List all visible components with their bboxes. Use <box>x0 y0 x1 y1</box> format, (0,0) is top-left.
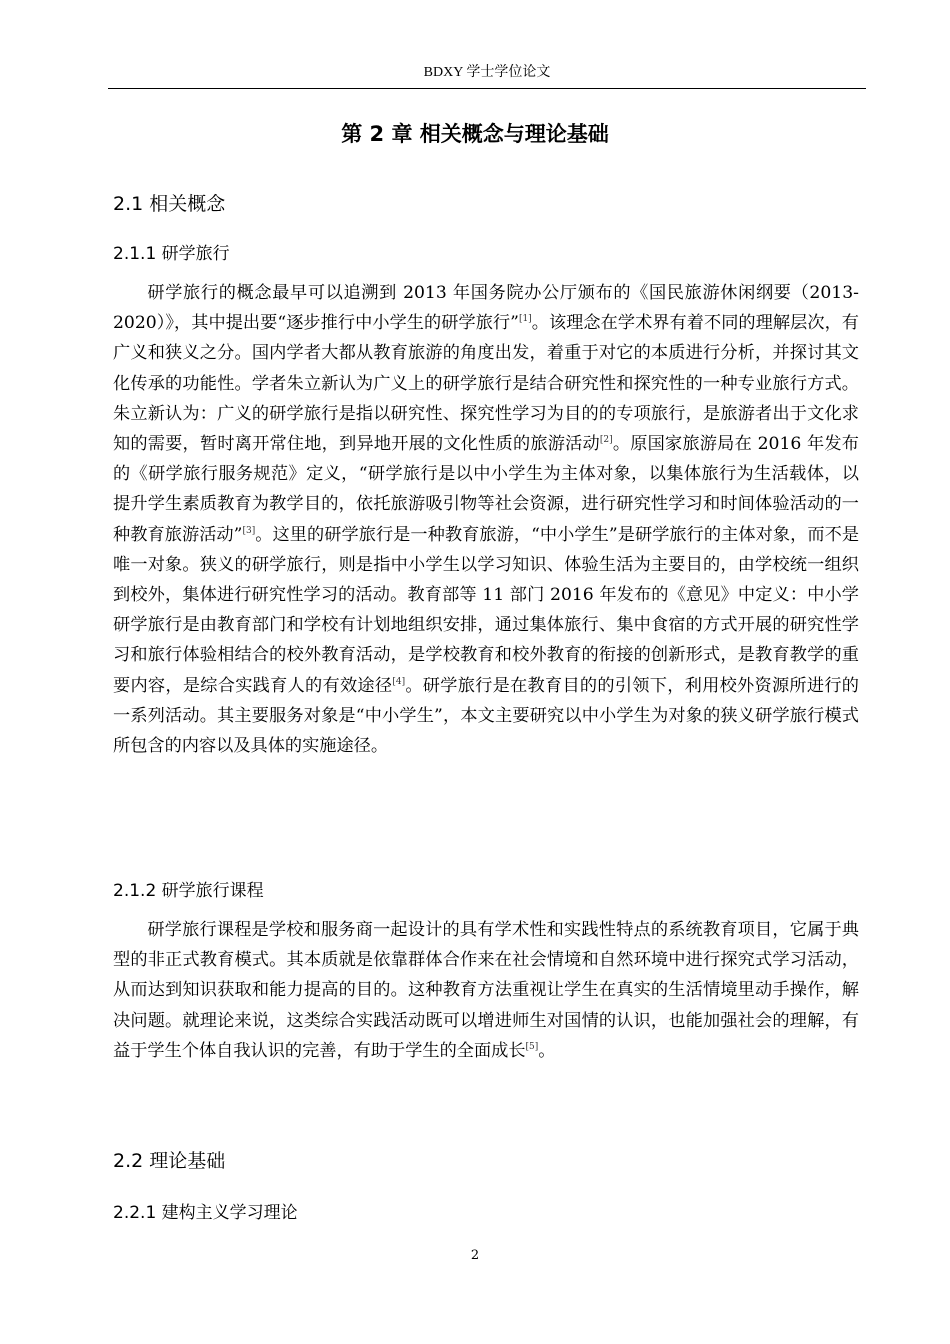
page-number: 2 <box>470 1248 480 1263</box>
subsection-heading-2-1-2: 2.1.2 研学旅行课程 <box>113 881 264 901</box>
paragraph-2-1-1: 研学旅行的概念最早可以追溯到 2013 年国务院办公厅颁布的《国民旅游休闲纲要（2013-2020）》，其中提出要“逐步推行中小学生的研学旅行”[1]。该理念在学术界有着不同的理解层次，有广义和狭义之分。国内学者大都从教育旅游的角度出发，着重于对它的本质进行分析，并探讨其文化传承的功能性。学者朱立新认为广义上的研学旅行是结合研究性和探究性的一种专业旅行方式。朱立新认为：广义的研学旅行是指以研究性、探究性学习为目的的专项旅行，是旅游者出于文化求知的需要，暂时离开常住地，到异地开展的文化性质的旅游活动[2]。原国家旅游局在 2016 年发布的《研学旅行服务规范》定义，“研学旅行是以中小学生为主体对象，以集体旅行为生活载体，以提升学生素质教育为教学目的，依托旅游吸引物等社会资源，进行研究性学习和时间体验活动的一种教育旅游活动”[3]。这里的研学旅行是一种教育旅游，“中小学生”是研学旅行的主体对象，而不是唯一对象。狭义的研学旅行，则是指中小学生以学习知识、体验生活为主要目的，由学校统一组织到校外，集体进行研究性学习的活动。教育部等 11 部门 2016 年发布的《意见》中定义：中小学研学旅行是由教育部门和学校有计划地组织安排，通过集体旅行、集中食宿的方式开展的研究性学习和旅行体验相结合的校外教育活动，是学校教育和校外教育的衔接的创新形式，是教育教学的重要内容，是综合实践育人的有效途径[4]。研学旅行是在教育目的的引领下，利用校外资源所进行的一系列活动。其主要服务对象是“中小学生”，本文主要研究以中小学生为对象的狭义研学旅行模式所包含的内容以及具体的实施途径。 <box>113 283 860 757</box>
citation-4: [4] <box>392 676 406 687</box>
running-header: BDXY 学士学位论文 <box>423 65 551 80</box>
citation-3: [3] <box>242 525 256 536</box>
citation-5: [5] <box>525 1041 539 1052</box>
section-heading-2-2: 2.2 理论基础 <box>113 1150 226 1172</box>
subsection-heading-2-1-1: 2.1.1 研学旅行 <box>113 244 230 264</box>
paragraph-2-1-2: 研学旅行课程是学校和服务商一起设计的具有学术性和实践性特点的系统教育项目，它属于典型的非正式教育模式。其本质就是依靠群体合作来在社会情境和自然环境中进行探究式学习活动，从而达到知识获取和能力提高的目的。这种教育方法重视让学生在真实的生活情境里动手操作，解决问题。就理论来说，这类综合实践活动既可以增进师生对国情的认识，也能加强社会的理解，有益于学生个体自我认识的完善，有助于学生的全面成长[5]。 <box>113 920 859 1061</box>
subsection-heading-2-2-1: 2.2.1 建构主义学习理论 <box>113 1203 298 1223</box>
citation-2: [2] <box>599 435 613 446</box>
section-heading-2-1: 2.1 相关概念 <box>113 193 226 215</box>
header-rule <box>108 88 866 89</box>
chapter-title: 第 2 章 相关概念与理论基础 <box>341 122 609 146</box>
citation-1: [1] <box>518 314 532 325</box>
